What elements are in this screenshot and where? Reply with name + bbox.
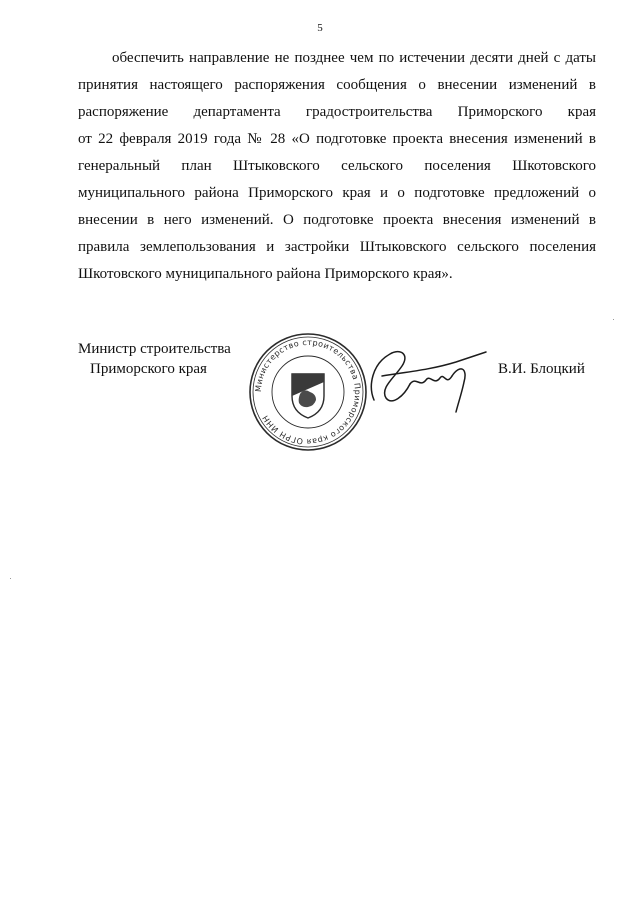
body-line: принятия настоящего распоряжения сообщения о внесении изменений в — [78, 77, 596, 93]
body-paragraph — [78, 45, 596, 288]
scan-speck — [10, 578, 11, 579]
scan-speck — [613, 319, 614, 320]
signer-position-line: Министр строительства — [78, 341, 231, 357]
official-seal — [246, 330, 370, 454]
handwritten-signature — [360, 342, 490, 414]
body-line: правила землепользования и застройки Штыковского сельского поселения — [78, 239, 596, 255]
body-line: внесении в него изменений. О подготовке проекта внесения изменений в — [78, 212, 596, 228]
signer-position-line: Приморского края — [90, 361, 207, 377]
signer-position — [78, 339, 231, 379]
seal-text: Министерство строительства Приморского края ОГРН ИНН — [253, 337, 363, 447]
body-line: генеральный план Штыковского сельского поселения Шкотовского — [78, 158, 596, 174]
body-line: Шкотовского муниципального района Приморского края». — [78, 266, 453, 282]
body-line: муниципального района Приморского края и о подготовке предложений о — [78, 185, 596, 201]
body-line: распоряжение департамента градостроительства Приморского края — [78, 104, 596, 120]
body-line: обеспечить направление не позднее чем по истечении десяти дней с даты — [112, 50, 596, 66]
body-line: от 22 февраля 2019 года № 28 «О подготовке проекта внесения изменений в — [78, 131, 596, 147]
shield-icon — [292, 374, 324, 418]
signer-name: В.И. Блоцкий — [498, 361, 585, 377]
page-number: 5 — [317, 22, 323, 34]
